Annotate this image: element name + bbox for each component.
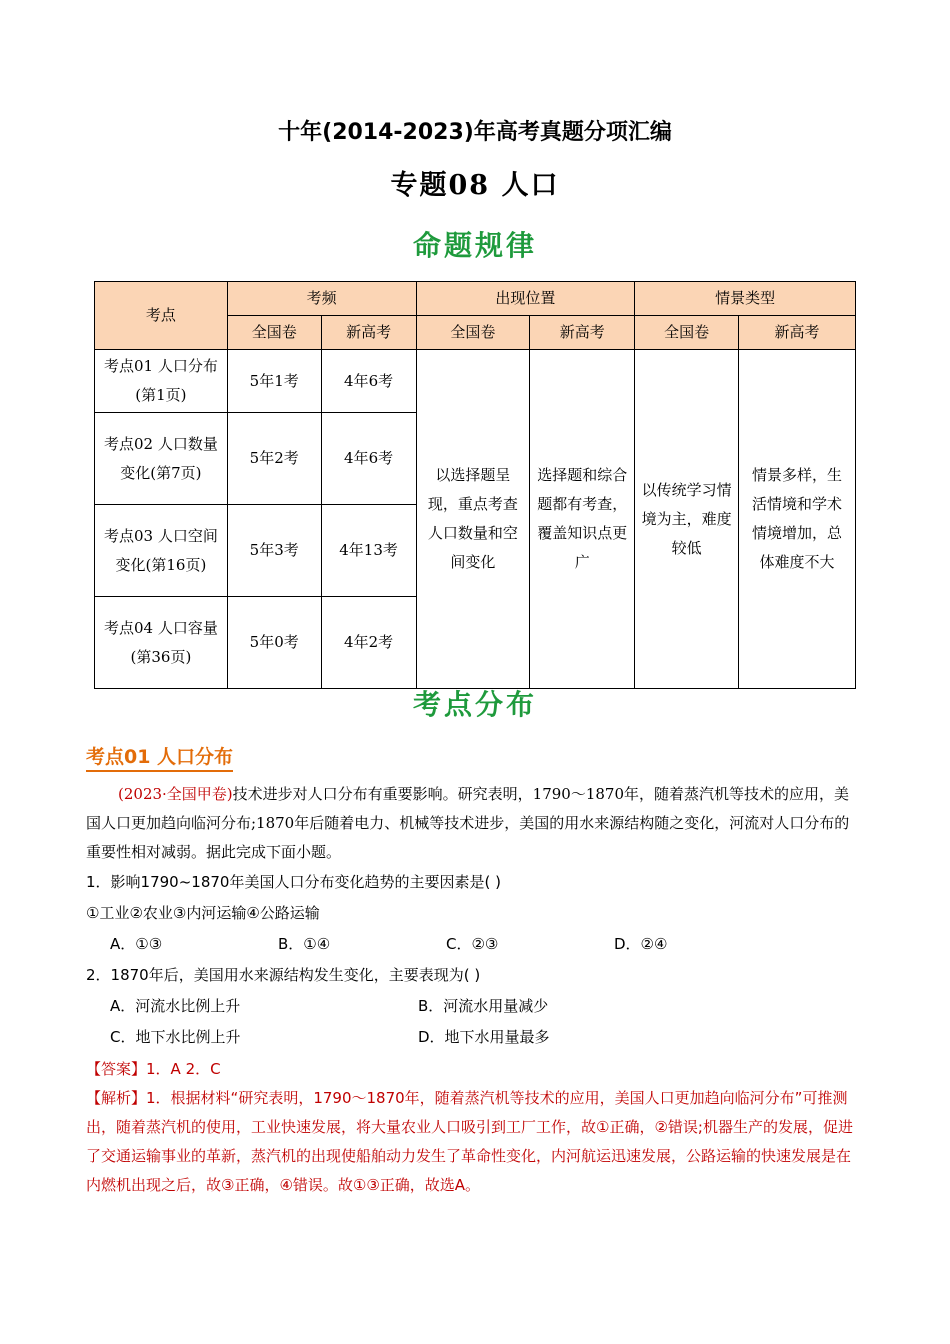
header-position: 出现位置 <box>416 282 635 316</box>
subheader-national: 全国卷 <box>227 316 321 350</box>
summary-table <box>94 281 856 689</box>
question-2: 2．1870年后，美国用水来源结构发生变化，主要表现为( ) <box>86 966 481 984</box>
freq-national: 5年2考 <box>227 413 321 505</box>
option-a: A．①③ <box>110 935 163 953</box>
header-kaodian: 考点 <box>95 282 228 350</box>
analysis-text: 1．根据材料“研究表明，1790～1870年，随着蒸汽机等技术的应用，美国人口更加趋向临河分布”可推测出，随着蒸汽机的使用，工业快速发展，将大量农业人口吸引到工厂工作，故①正确，②错误;机器生产的发展，促进了交通运输事业的革新，蒸汽机的出现使船舶动力发生了革命性变化，内河航运迅速发展，公路运输的快速发展是在内燃机出现之后，故③正确，④错误。故①③正确，故选A。 <box>86 1089 853 1194</box>
question-1: 1．影响1790~1870年美国人口分布变化趋势的主要因素是( ) <box>86 873 501 891</box>
subheader-national: 全国卷 <box>635 316 739 350</box>
distribution-heading: 考点分布 <box>412 688 537 721</box>
freq-national: 5年3考 <box>227 505 321 597</box>
option-a: A．河流水比例上升 <box>110 997 241 1015</box>
option-c: C．②③ <box>446 935 499 953</box>
table-row <box>95 350 856 413</box>
option-d: D．地下水用量最多 <box>418 1028 550 1046</box>
subheader-new: 新高考 <box>530 316 635 350</box>
analysis-label: 【解析】 <box>86 1089 147 1107</box>
freq-new: 4年2考 <box>321 597 416 689</box>
question-1-items: ①工业②农业③内河运输④公路运输 <box>86 904 320 922</box>
question-2-options-row2 <box>86 1022 862 1053</box>
row-label: 考点03 人口空间变化(第16页) <box>95 505 228 597</box>
scenario-new: 情景多样，生活情境和学术情境增加，总体难度不大 <box>739 350 856 689</box>
series-title: 十年(2014-2023)年高考真题分项汇编 <box>278 120 672 145</box>
passage <box>86 780 862 867</box>
scenario-national: 以传统学习情境为主，难度较低 <box>635 350 739 689</box>
answer <box>86 1055 862 1084</box>
option-b: B．河流水用量减少 <box>418 997 549 1015</box>
row-label: 考点01 人口分布(第1页) <box>95 350 228 413</box>
answer-text: 1．A 2．C <box>146 1060 221 1078</box>
question-1-options <box>86 929 862 960</box>
freq-national: 5年0考 <box>227 597 321 689</box>
source-tag: (2023·全国甲卷) <box>118 785 233 803</box>
row-label: 考点02 人口数量变化(第7页) <box>95 413 228 505</box>
header-scenario: 情景类型 <box>635 282 856 316</box>
option-d: D．②④ <box>614 935 668 953</box>
section-heading: 考点01 人口分布 <box>86 742 233 772</box>
header-frequency: 考频 <box>227 282 416 316</box>
subheader-new: 新高考 <box>321 316 416 350</box>
passage-text: 技术进步对人口分布有重要影响。研究表明，1790～1870年，随着蒸汽机等技术的应用，美国人口更加趋向临河分布;1870年后随着电力、机械等技术进步，美国的用水来源结构随之变化，河流对人口分布的重要性相对减弱。据此完成下面小题。 <box>86 785 850 861</box>
freq-new: 4年6考 <box>321 413 416 505</box>
question-2-options-row1 <box>86 991 862 1022</box>
topic-title: 专题08 人口 <box>390 170 560 201</box>
subheader-national: 全国卷 <box>416 316 530 350</box>
rules-heading: 命题规律 <box>412 229 537 262</box>
position-new: 选择题和综合题都有考查，覆盖知识点更广 <box>530 350 635 689</box>
analysis <box>86 1084 862 1200</box>
row-label: 考点04 人口容量(第36页) <box>95 597 228 689</box>
freq-new: 4年13考 <box>321 505 416 597</box>
freq-national: 5年1考 <box>227 350 321 413</box>
freq-new: 4年6考 <box>321 350 416 413</box>
option-c: C．地下水比例上升 <box>110 1028 241 1046</box>
option-b: B．①④ <box>278 935 331 953</box>
subheader-new: 新高考 <box>739 316 856 350</box>
question-block <box>86 780 862 1200</box>
position-national: 以选择题呈现，重点考查人口数量和空间变化 <box>416 350 530 689</box>
answer-label: 【答案】 <box>86 1060 147 1078</box>
